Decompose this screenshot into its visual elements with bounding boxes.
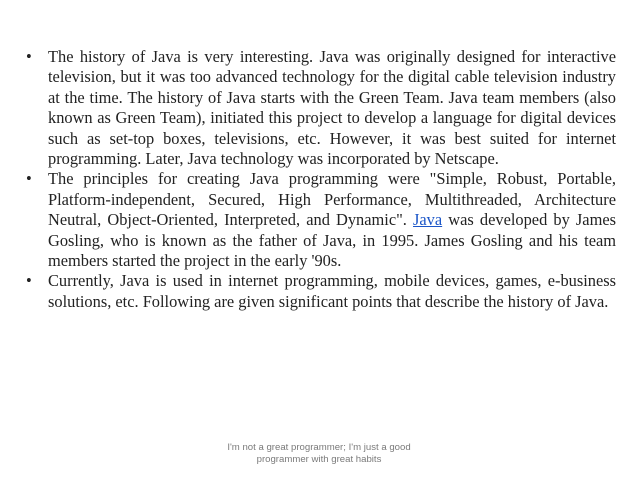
bullet-list	[26, 47, 616, 312]
bullet-item-current-use	[26, 271, 616, 312]
java-link[interactable]: Java	[413, 210, 443, 230]
bullet-item-principles	[26, 169, 616, 271]
bullet-dot: •	[26, 169, 32, 189]
footer-line-1: I'm not a great programmer; I'm just a good	[227, 442, 411, 453]
bullet-text	[48, 169, 616, 271]
bullet-dot: •	[26, 47, 32, 66]
bullet-item-history	[26, 47, 616, 169]
bullet-dot: •	[26, 271, 32, 291]
bullet-text-part: was developed by James Gosling, who is known as the father of Java, in 1995. James Gosling and his team members started the project in the early '90s.	[48, 210, 616, 271]
footer-line-2: programmer with great habits	[256, 454, 382, 466]
bullet-text-part: The principles for creating Java programming were "Simple, Robust, Portable, Platform-independent, Secured, High Performance, Multithreaded, Architecture Neutral, Object-Oriented, Interpreted, and Dynamic".	[48, 169, 616, 230]
footer-quote	[214, 442, 424, 467]
bullet-text: The history of Java is very interesting. Java was originally designed for interactive television, but it was too advanced technology for the digital cable television industry at the time. The history of Java starts with the Green Team. Java team members (also known as Green Team), initiated this project to develop a language for digital devices such as set-top boxes, televisions, etc. However, it was best suited for internet programming. Later, Java technology was incorporated by Netscape.	[48, 47, 616, 169]
bullet-text: Currently, Java is used in internet programming, mobile devices, games, e-business solutions, etc. Following are given significant points that describe the history of Java.	[48, 271, 616, 311]
